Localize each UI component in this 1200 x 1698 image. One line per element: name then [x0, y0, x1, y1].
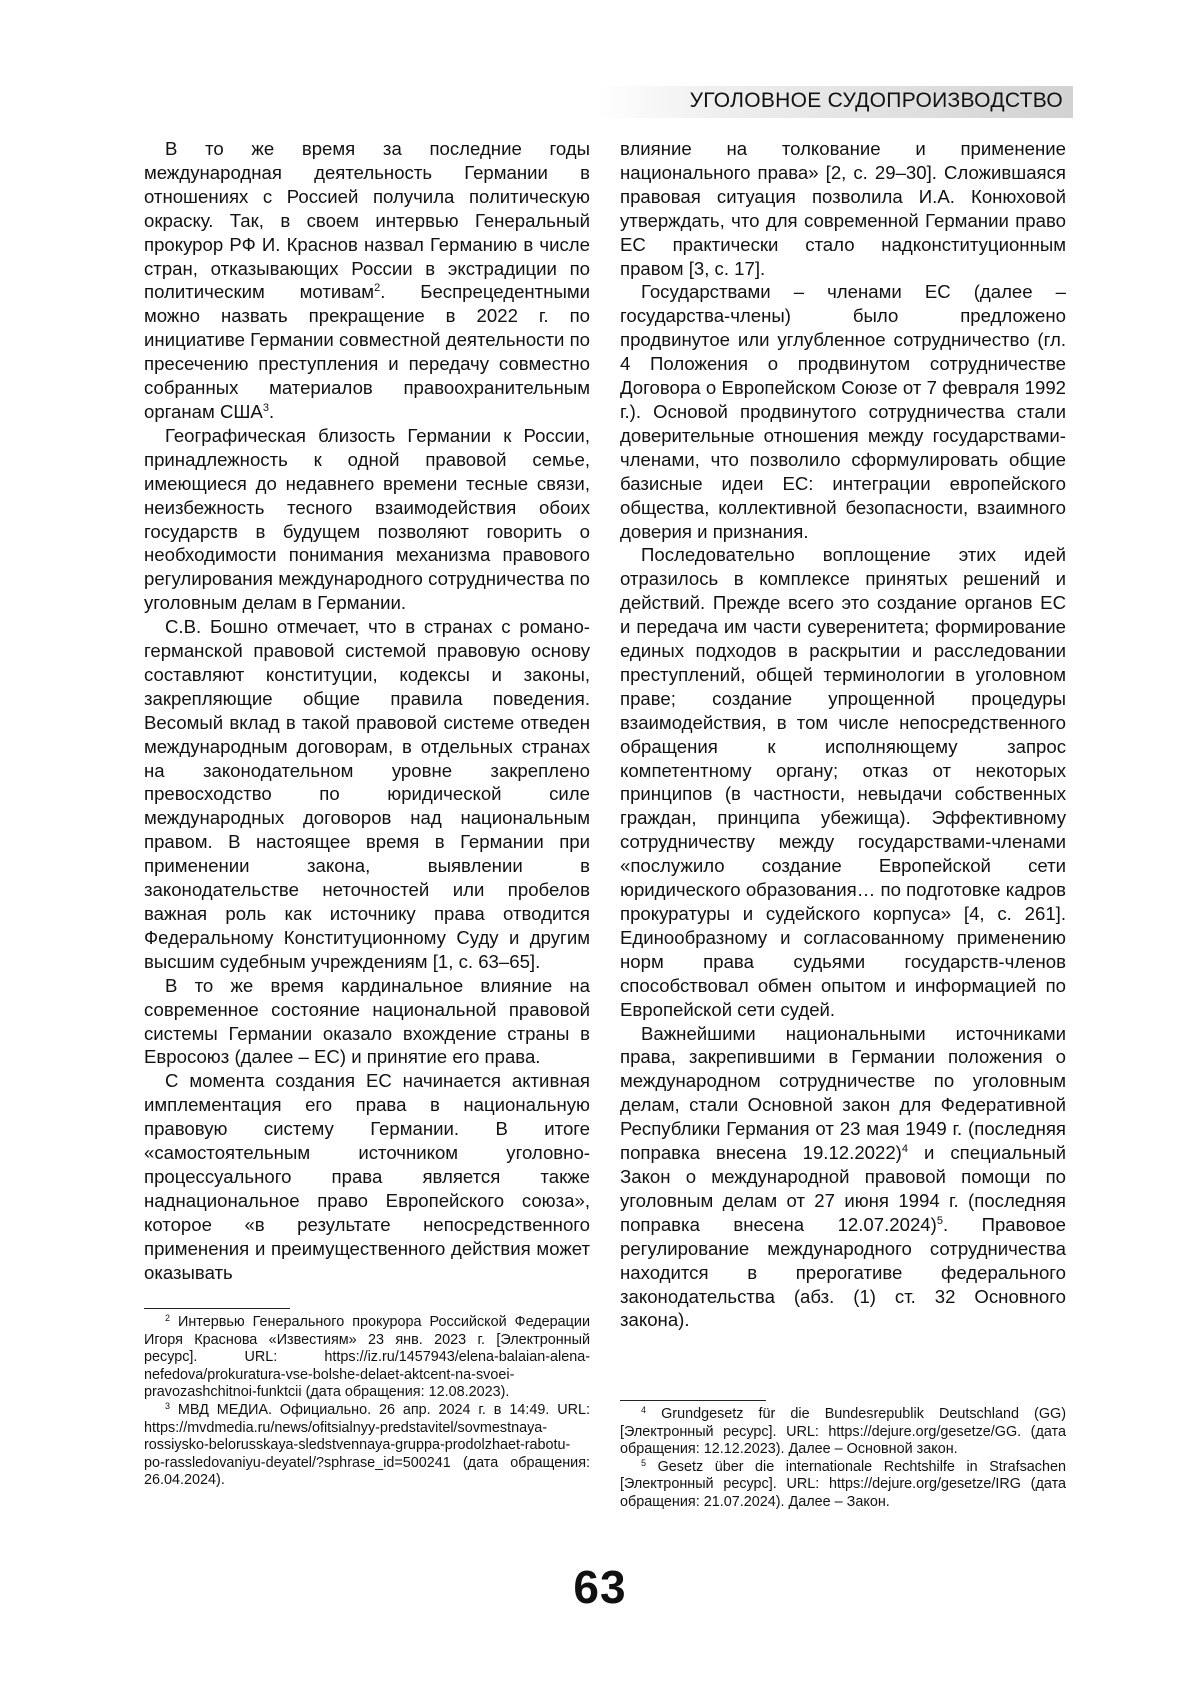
- running-header-bar: [596, 86, 1073, 118]
- footnote-divider: [144, 1308, 290, 1309]
- footnote: $^5$ Gesetz über die internationale Rechtshilfe in Strafsachen [Электронный ресурс]. URL: https://dejure.org/gesetze/IRG (дата обращения: 21.07.2024). Далее – Закон.: [620, 1457, 1066, 1510]
- footnote-ref: 3: [262, 401, 269, 414]
- footnotes-left: [144, 1302, 590, 1490]
- body-paragraph: В то же время кардинальное влияние на современное состояние национальной правовой системы Германии оказало вхождение страны в Евросоюз (далее – ЕС) и принятие его права.: [144, 974, 590, 1068]
- footnote-ref: 2: [374, 282, 381, 295]
- footnote-ref: 4: [901, 1143, 908, 1156]
- body-paragraph: Государствами – членами ЕС (далее – государства-члены) было предложено продвинутое или углубленное сотрудничество (гл. 4 Положения о продвинутом сотрудничестве Договора о Европейском Союзе от 7 февраля 1992 г.). Основой продвинутого сотрудничества стали доверительные отношения между государствами-членами, что позволило сформулировать общие базисные идеи ЕС: интеграции европейского общества, коллективной безопасности, взаимного доверия и признания.: [620, 281, 1066, 542]
- running-header-title: УГОЛОВНОЕ СУДОПРОИЗВОДСТВО: [689, 89, 1063, 112]
- body-paragraph: Последовательно воплощение этих идей отразилось в комплексе принятых решений и действий. Прежде всего это создание органов ЕС и передача им части суверенитета; формирование единых подходов в раскрытии и расследовании преступлений, общей терминологии в уголовном праве; создание упрощенной процедуры взаимодействия, в том числе непосредственного обращения к исполняющему запрос компетентному органу; отказ от некоторых принципов (в частности, невыдачи собственных граждан, принципа убежища). Эффективному сотрудничеству между государствами-членами «послужило создание Европейской сети юридического образования… по подготовке кадров прокуратуры и судейского корпуса» [4, с. 261]. Единообразному и согласованному применению норм права судьями государств-членов способствовал обмен опытом и информацией по Европейской сети судей.: [620, 544, 1066, 1020]
- body-paragraph: влияние на толкование и применение национального права» [2, с. 29–30]. Сложившаяся правовая ситуация позволила И.А. Конюховой утверждать, что для современной Германии право ЕС практически стало надконституционным правом [3, с. 17].: [620, 138, 1066, 279]
- body-paragraph: С.В. Бошно отмечает, что в странах с романо-германской правовой системой правовую основу составляют конституции, кодексы и законы, закрепляющие общие правила поведения. Весомый вклад в такой правовой системе отведен международным договорам, в отдельных странах на законодательном уровне закреплено превосходство по юридической силе международных договоров над национальным правом. В настоящее время в Германии при применении закона, выявлении в законодательстве неточностей или пробелов важная роль как источнику права отводится Федеральному Конституционному Суду и другим высшим судебным учреждениям [1, с. 63–65].: [144, 616, 590, 972]
- footnote: $^4$ Grundgesetz für die Bundesrepublik Deutschland (GG) [Электронный ресурс]. URL: https://dejure.org/gesetze/GG. (дата обращения: 12.12.2023). Далее – Основной закон.: [620, 1405, 1067, 1458]
- right-column: [620, 137, 1066, 1332]
- footnote-divider: [620, 1400, 766, 1401]
- page-number: 63: [573, 1561, 627, 1613]
- footnote: $^2$ Интервью Генерального прокурора Российской Федерации Игоря Краснова «Известиям» 23 янв. 2023 г. [Электронный ресурс]. URL: https://iz.ru/1457943/elena-balaian-alena-nefedova/prokuratura-vse-bolshe-delaet-aktcent-na-svoei-pravozashchitnoi-funktcii (дата обращения: 12.08.2023).: [144, 1313, 591, 1401]
- body-paragraph: С момента создания ЕС начинается активная имплементация его права в национальную правовую систему Германии. В итоге «самостоятельным источником уголовно-процессуального права является также наднациональное право Европейского союза», которое «в результате непосредственного применения и преимущественного действия может оказывать: [144, 1070, 590, 1283]
- footnote: $^3$ МВД МЕДИА. Официально. 26 апр. 2024 г. в 14:49. URL: https://mvdmedia.ru/news/ofitsialnyy-predstavitel/sovmestnaya-rossiysko-belorusskaya-sledstvennaya-gruppa-prodolzhaet-rabotu-po-rassledovaniyu-deyatel/?sphrase_id=500241 (дата обращения: 26.04.2024).: [144, 1400, 590, 1489]
- footnote-ref: 5: [936, 1214, 943, 1227]
- footnotes-right: [620, 1394, 1066, 1512]
- body-paragraph: В то же время за последние годы международная деятельность Германии в отношениях с Россией получила политическую окраску. Так, в своем интервью Генеральный прокурор РФ И. Краснов назвал Германию в числе стран, отказывающих России в экстрадиции по политическим мотивам$^2$. Беспрецедентными можно назвать прекращение в 2022 г. по инициативе Германии совместной деятельности по пресечению преступления и передачу совместно собранных материалов правоохранительным органам США$^3$.: [144, 138, 590, 422]
- body-paragraph: Географическая близость Германии к России, принадлежность к одной правовой семье, имеющиеся до недавнего времени тесные связи, неизбежность тесного взаимодействия обоих государств в будущем позволяют говорить о необходимости понимания механизма правового регулирования международного сотрудничества по уголовным делам в Германии.: [144, 424, 590, 614]
- body-paragraph: Важнейшими национальными источниками права, закрепившими в Германии положения о международном сотрудничестве по уголовным делам, стали Основной закон для Федеративной Республики Германия от 23 мая 1949 г. (последняя поправка внесена 19.12.2022)$^4$ и специальный Закон о международной правовой помощи по уголовным делам от 27 июня 1994 г. (последняя поправка внесена 12.07.2024)$^5$. Правовое регулирование международного сотрудничества находится в прерогативе федерального законодательства (абз. (1) ст. 32 Основного закона).: [620, 1022, 1066, 1331]
- left-column: [144, 137, 590, 1285]
